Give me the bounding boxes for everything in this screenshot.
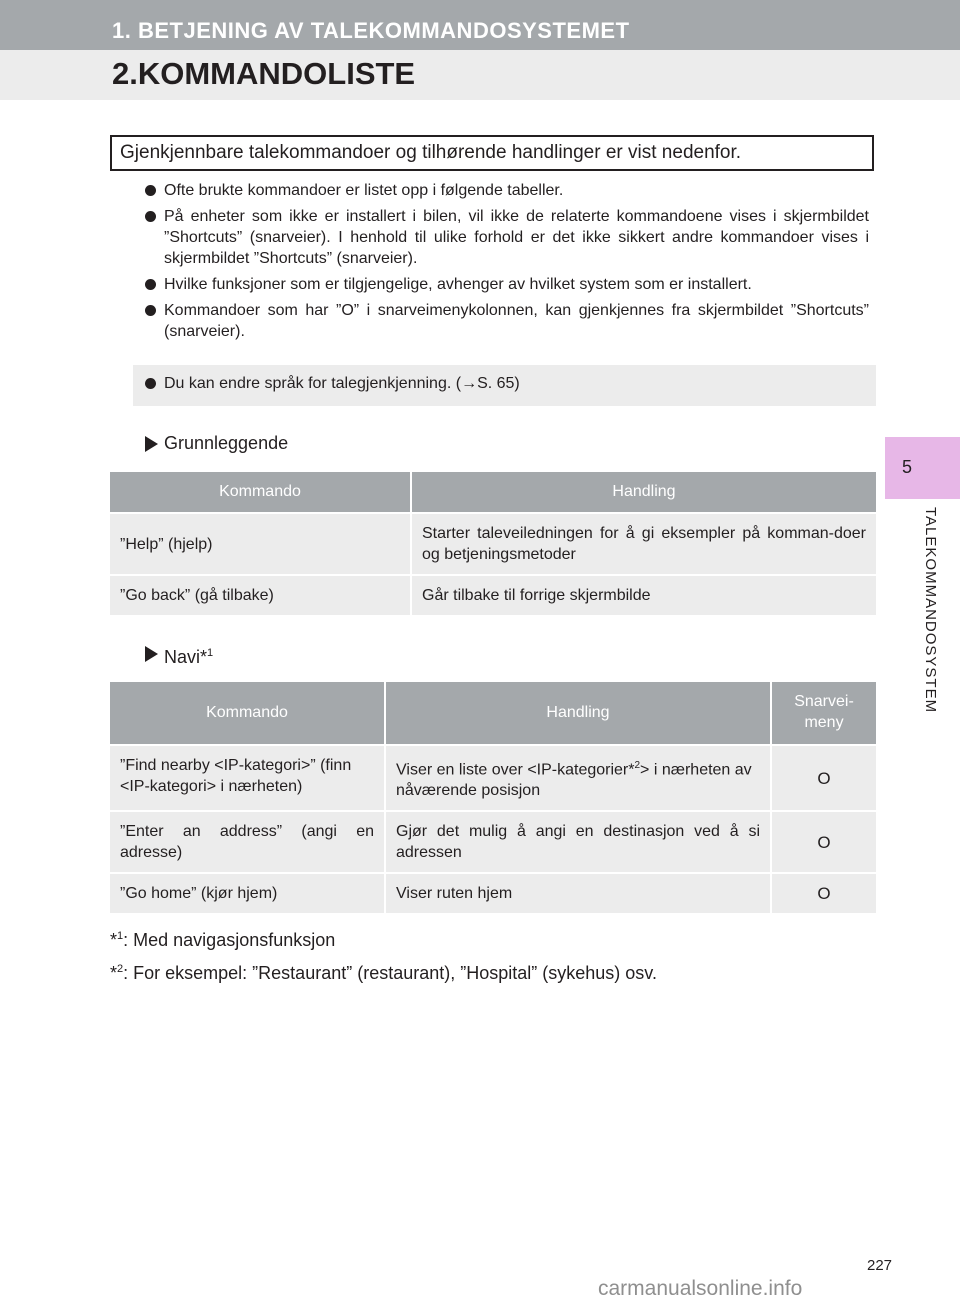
action-cell: Viser en liste over <IP-kategorier*$^2$> i nærheten av nåværende posisjon [384, 744, 770, 810]
watermark: carmanualsonline.info [598, 1277, 803, 1300]
column-header-action: Handling [384, 682, 770, 744]
bullet-text: Kommandoer som har ”O” i snarveimenykolonnen, kan gjenkjennes fra skjermbildet ”Shortcuts” (snarveier). [164, 302, 869, 340]
footnote: *$^2$: For eksempel: ”Restaurant” (restaurant), ”Hospital” (sykehus) osv. [110, 963, 657, 983]
table-row [110, 744, 876, 810]
column-header-shortcut: Snarvei-meny [770, 682, 876, 744]
triangle-arrow-icon [145, 646, 158, 662]
command-cell: ”Find nearby <IP-kategori>” (finn <IP-kategori> i nærheten) [110, 744, 384, 810]
bullet-text: På enheter som ikke er installert i bilen, vil ikke de relaterte kommandoene vises i skjermbildet ”Shortcuts” (snarveier). I henhold til ulike forhold er det ikke sikkert andre kommandoer vises i skjermbildet ”Shortcuts” (snarveier). [164, 208, 869, 267]
bullet-text: Hvilke funksjoner som er tilgjengelige, avhenger av hvilket system som er installert. [164, 276, 752, 293]
bullet-item [145, 300, 869, 342]
action-cell: Starter taleveiledningen for å gi eksempler på komman-doer og betjeningsmetoder [410, 512, 876, 574]
section-title: 1. BETJENING AV TALEKOMMANDOSYSTEMET [112, 18, 630, 43]
column-header-action: Handling [410, 472, 876, 512]
bullet-text: Ofte brukte kommandoer er listet opp i følgende tabeller. [164, 182, 564, 199]
table-row [110, 810, 876, 872]
column-header-command: Kommando [110, 682, 384, 744]
note-box [133, 365, 876, 406]
note-item [145, 373, 864, 394]
command-cell: ”Go back” (gå tilbake) [110, 574, 410, 615]
bullet-dot-icon [145, 378, 156, 389]
footnote: *$^1$: Med navigasjonsfunksjon [110, 930, 336, 950]
chapter-label: TALEKOMMANDOSYSTEM [922, 507, 939, 714]
bullet-dot-icon [145, 305, 156, 316]
navi-heading: Navi*$^1$ [145, 642, 213, 668]
basic-heading: Grunnleggende [145, 432, 288, 454]
bullet-dot-icon [145, 185, 156, 196]
table-row [110, 574, 876, 615]
table-row [110, 872, 876, 913]
table-row [110, 512, 876, 574]
navi-command-table [110, 682, 876, 913]
page-number: 227 [867, 1257, 893, 1274]
shortcut-cell: O [770, 872, 876, 913]
chapter-tab [885, 437, 960, 499]
bullet-item [145, 274, 869, 295]
page-title: 2.KOMMANDOLISTE [112, 56, 416, 91]
bullet-list [145, 180, 869, 347]
bullet-dot-icon [145, 211, 156, 222]
command-cell: ”Go home” (kjør hjem) [110, 872, 384, 913]
bullet-item [145, 180, 869, 201]
command-cell: ”Enter an address” (angi en adresse) [110, 810, 384, 872]
intro-box: Gjenkjennbare talekommandoer og tilhørende handlinger er vist nedenfor. [110, 135, 874, 171]
basic-command-table [110, 472, 876, 615]
command-cell: ”Help” (hjelp) [110, 512, 410, 574]
bullet-item [145, 206, 869, 269]
shortcut-cell: O [770, 744, 876, 810]
footnotes [110, 922, 657, 988]
action-cell: Gjør det mulig å angi en destinasjon ved å si adressen [384, 810, 770, 872]
chapter-number: 5 [902, 457, 913, 477]
note-text: Du kan endre språk for talegjenkjenning. (→S. 65) [164, 375, 520, 392]
bullet-dot-icon [145, 279, 156, 290]
action-cell: Går tilbake til forrige skjermbilde [410, 574, 876, 615]
column-header-command: Kommando [110, 472, 410, 512]
triangle-arrow-icon [145, 436, 158, 452]
shortcut-cell: O [770, 810, 876, 872]
action-cell: Viser ruten hjem [384, 872, 770, 913]
